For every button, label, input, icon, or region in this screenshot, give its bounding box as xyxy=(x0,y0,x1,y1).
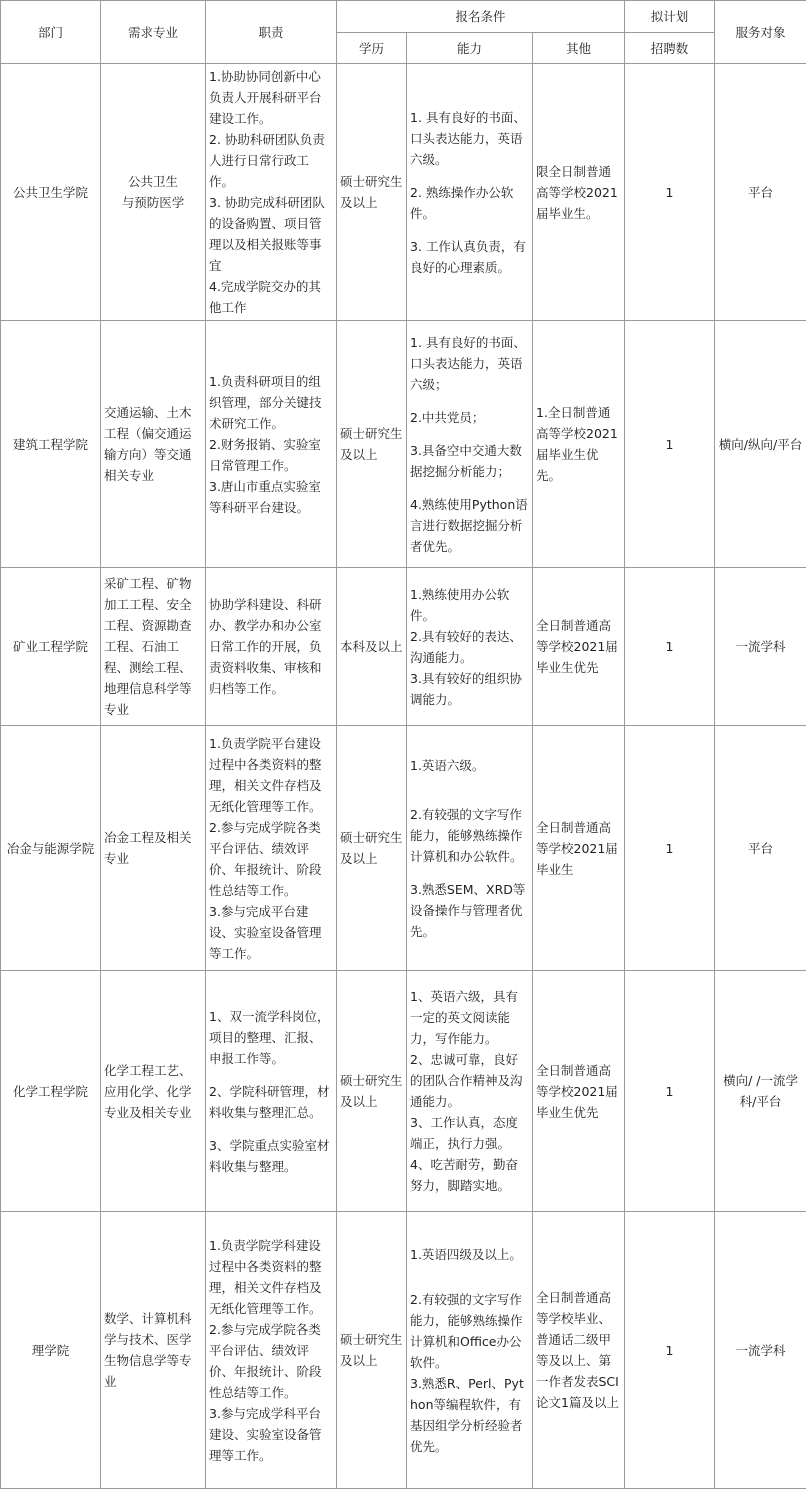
header-service: 服务对象 xyxy=(715,1,806,64)
major-cell: 采矿工程、矿物加工工程、安全工程、资源勘查工程、石油工程、测绘工程、地理信息科学等专业 xyxy=(101,568,206,726)
count-cell: 1 xyxy=(625,321,715,568)
table-row xyxy=(1,64,806,321)
dept-cell: 矿业工程学院 xyxy=(1,568,101,726)
service-cell: 一流学科 xyxy=(715,568,806,726)
ability-item: 3. 工作认真负责，有良好的心理素质。 xyxy=(410,236,529,278)
ability-item: 1.熟练使用办公软件。 xyxy=(410,584,529,626)
duty-cell xyxy=(206,726,337,971)
major-cell xyxy=(101,64,206,321)
duty-item: 3.参与完成平台建设、实验室设备管理等工作。 xyxy=(209,901,333,964)
ability-cell xyxy=(407,726,533,971)
other-cell: 全日制普通高等学校2021届毕业生优先 xyxy=(533,971,625,1212)
ability-cell xyxy=(407,1212,533,1489)
service-cell: 平台 xyxy=(715,64,806,321)
edu-cell: 本科及以上 xyxy=(337,568,407,726)
edu-cell: 硕士研究生及以上 xyxy=(337,1212,407,1489)
ability-item: 2.中共党员； xyxy=(410,407,529,428)
ability-item: 2. 熟练操作办公软件。 xyxy=(410,182,529,224)
duty-item: 3. 协助完成科研团队的设备购置、项目管理以及相关报账等事宜 xyxy=(209,192,333,276)
ability-item: 2、忠诚可靠，良好的团队合作精神及沟通能力。 xyxy=(410,1049,529,1112)
ability-item: 1、英语六级，具有一定的英文阅读能力，写作能力。 xyxy=(410,986,529,1049)
major-cell: 数学、计算机科学与技术、医学生物信息学等专业 xyxy=(101,1212,206,1489)
ability-cell xyxy=(407,568,533,726)
ability-item: 1. 具有良好的书面、口头表达能力，英语六级。 xyxy=(410,107,529,170)
header-ability: 能力 xyxy=(407,33,533,64)
service-cell: 平台 xyxy=(715,726,806,971)
ability-item: 3、工作认真，态度端正，执行力强。 xyxy=(410,1112,529,1154)
header-major: 需求专业 xyxy=(101,1,206,64)
ability-item: 4.熟练使用Python语言进行数据挖掘分析者优先。 xyxy=(410,494,529,557)
major-text: 公共卫生 与预防医学 xyxy=(122,174,185,210)
major-cell: 冶金工程及相关专业 xyxy=(101,726,206,971)
edu-cell: 硕士研究生及以上 xyxy=(337,971,407,1212)
dept-cell: 建筑工程学院 xyxy=(1,321,101,568)
ability-item: 1.英语六级。 xyxy=(410,755,529,776)
dept-cell: 冶金与能源学院 xyxy=(1,726,101,971)
table-row xyxy=(1,726,806,971)
duty-cell xyxy=(206,321,337,568)
dept-cell: 公共卫生学院 xyxy=(1,64,101,321)
duty-item: 4.完成学院交办的其他工作 xyxy=(209,276,333,318)
ability-item: 2.有较强的文字写作能力，能够熟练操作计算机和Office办公软件。 xyxy=(410,1289,529,1373)
ability-cell xyxy=(407,64,533,321)
ability-item: 3.具有较好的组织协调能力。 xyxy=(410,668,529,710)
duty-cell xyxy=(206,971,337,1212)
header-other: 其他 xyxy=(533,33,625,64)
duty-item: 2.参与完成学院各类平台评估、绩效评价、年报统计、阶段性总结等工作。 xyxy=(209,1319,333,1403)
table-row xyxy=(1,1212,806,1489)
dept-cell: 理学院 xyxy=(1,1212,101,1489)
major-cell: 交通运输、土木工程（偏交通运输方向）等交通相关专业 xyxy=(101,321,206,568)
ability-item: 2.具有较好的表达、沟通能力。 xyxy=(410,626,529,668)
ability-item: 4、吃苦耐劳，勤奋努力，脚踏实地。 xyxy=(410,1154,529,1196)
table-row xyxy=(1,321,806,568)
header-plan: 拟计划 xyxy=(625,1,715,33)
table-row xyxy=(1,568,806,726)
count-cell: 1 xyxy=(625,1212,715,1489)
other-cell: 1.全日制普通高等学校2021届毕业生优先。 xyxy=(533,321,625,568)
service-cell: 一流学科 xyxy=(715,1212,806,1489)
edu-cell: 硕士研究生及以上 xyxy=(337,726,407,971)
duty-item: 协助学科建设、科研办、教学办和办公室日常工作的开展，负责资料收集、审核和归档等工作。 xyxy=(209,594,333,699)
dept-cell: 化学工程学院 xyxy=(1,971,101,1212)
other-cell: 全日制普通高等学校2021届毕业生 xyxy=(533,726,625,971)
duty-item: 3.参与完成学科平台建设、实验室设备管理等工作。 xyxy=(209,1403,333,1466)
ability-item: 1. 具有良好的书面、口头表达能力，英语六级； xyxy=(410,332,529,395)
ability-item: 3.熟悉SEM、XRD等设备操作与管理者优先。 xyxy=(410,879,529,942)
header-conditions: 报名条件 xyxy=(337,1,625,33)
ability-cell xyxy=(407,971,533,1212)
ability-item: 2.有较强的文字写作能力，能够熟练操作计算机和办公软件。 xyxy=(410,804,529,867)
duty-item: 2. 协助科研团队负责人进行日常行政工作。 xyxy=(209,129,333,192)
major-cell: 化学工程工艺、应用化学、化学专业及相关专业 xyxy=(101,971,206,1212)
duty-cell xyxy=(206,64,337,321)
duty-cell xyxy=(206,568,337,726)
header-dept: 部门 xyxy=(1,1,101,64)
count-cell: 1 xyxy=(625,971,715,1212)
header-edu: 学历 xyxy=(337,33,407,64)
duty-item: 2、学院科研管理，材料收集与整理汇总。 xyxy=(209,1081,333,1123)
ability-cell xyxy=(407,321,533,568)
edu-cell: 硕士研究生及以上 xyxy=(337,321,407,568)
other-cell: 限全日制普通高等学校2021届毕业生。 xyxy=(533,64,625,321)
other-cell: 全日制普通高等学校2021届毕业生优先 xyxy=(533,568,625,726)
service-cell: 横向/纵向/平台 xyxy=(715,321,806,568)
duty-item: 1.负责学院平台建设过程中各类资料的整理，相关文件存档及无纸化管理等工作。 xyxy=(209,733,333,817)
duty-item: 1.协助协同创新中心负责人开展科研平台建设工作。 xyxy=(209,66,333,129)
duty-item: 2.参与完成学院各类平台评估、绩效评价、年报统计、阶段性总结等工作。 xyxy=(209,817,333,901)
table-row xyxy=(1,971,806,1212)
ability-item: 3.具备空中交通大数据挖掘分析能力； xyxy=(410,440,529,482)
header-duty: 职责 xyxy=(206,1,337,64)
ability-item: 3.熟悉R、Perl、Python等编程软件，有基因组学分析经验者优先。 xyxy=(410,1373,529,1457)
edu-cell: 硕士研究生及以上 xyxy=(337,64,407,321)
duty-item: 1.负责学院学科建设过程中各类资料的整理，相关文件存档及无纸化管理等工作。 xyxy=(209,1235,333,1319)
count-cell: 1 xyxy=(625,568,715,726)
duty-item: 1、双一流学科岗位，项目的整理、汇报、申报工作等。 xyxy=(209,1006,333,1069)
duty-item: 2.财务报销、实验室日常管理工作。 xyxy=(209,434,333,476)
duty-item: 3、学院重点实验室材料收集与整理。 xyxy=(209,1135,333,1177)
service-cell: 横向/ /一流学科/平台 xyxy=(715,971,806,1212)
ability-item: 1.英语四级及以上。 xyxy=(410,1244,529,1265)
count-cell: 1 xyxy=(625,64,715,321)
count-cell: 1 xyxy=(625,726,715,971)
duty-cell xyxy=(206,1212,337,1489)
header-count: 招聘数 xyxy=(625,33,715,64)
duty-item: 3.唐山市重点实验室等科研平台建设。 xyxy=(209,476,333,518)
duty-item: 1.负责科研项目的组织管理，部分关键技术研究工作。 xyxy=(209,371,333,434)
other-cell: 全日制普通高等学校毕业、普通话二级甲等及以上、第一作者发表SCI论文1篇及以上 xyxy=(533,1212,625,1489)
